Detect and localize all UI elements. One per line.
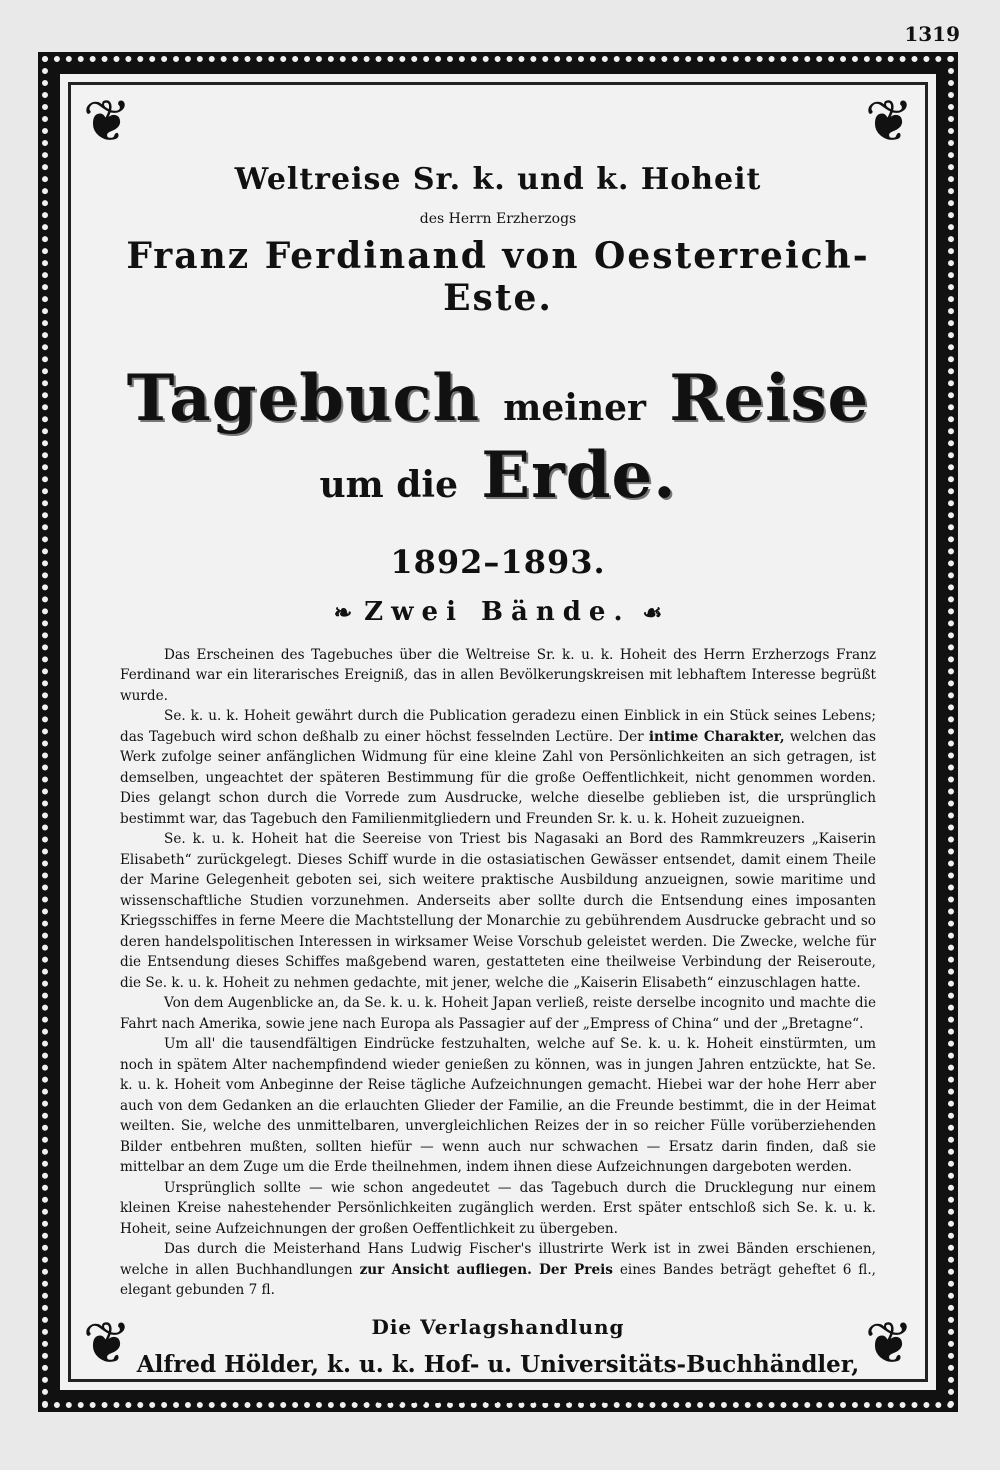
ornament-corner-icon: ❦: [82, 1309, 132, 1377]
paragraph: [120, 706, 876, 829]
volumes-line: [120, 597, 876, 627]
paragraph: [120, 1178, 876, 1240]
paragraph: [120, 645, 876, 707]
ornament-corner-icon: ❦: [82, 87, 132, 155]
body-text: [120, 645, 876, 1301]
paragraph-text: Von dem Augenblicke an, da Se. k. u. k. Hoheit Japan verließ, reiste derselbe incognito und machte die Fahrt nach Amerika, sowie jene nach Europa als Passagier auf der „Empress of China“ und der „Bretagne“.: [120, 995, 876, 1032]
address: Wien, I., Rothenthurmstraße 15.: [351, 1387, 645, 1407]
paragraph-text: Das durch die Meisterhand Hans Ludwig Fischer's illustrirte Werk ist in zwei Bänden erschienen, welche in allen Buchhandlungen: [120, 1241, 876, 1278]
paragraph: [120, 829, 876, 993]
paragraph-text: Um all' die tausendfältigen Eindrücke festzuhalten, welche auf Se. k. u. k. Hoheit einstürmten, um noch in spätem Alter nachempfindend wieder genießen zu können, was in jungen Jahren entzückte, hat Se. k. u. k. Hoheit vom Anbeginne der Reise tägliche Aufzeichnungen gemacht. Hiebei war der hohe Herr aber auch von dem Gedanken an die erlauchten Glieder der Familie, an die Freunde bestimmt, die in der Heimat weilten. Sie, welche des unmittelbaren, unvergleichlichen Reizes der in so reicher Fülle vorüberziehenden Bilder entbehren mußten, sollten hiefür — wenn auch nur schwachen — Ersatz darin finden, daß sie mittelbar an dem Zuge um die Erde theilnehmen, indem ihnen diese Aufzeichnungen dargeboten werden.: [120, 1036, 876, 1176]
header-line-3: Franz Ferdinand von Oesterreich-Este.: [126, 235, 870, 319]
advertisement-content: [120, 144, 877, 1407]
firm-name: Alfred Hölder, k. u. k. Hof- u. Universitäts-Buchhändler,: [136, 1350, 860, 1378]
paragraph-text: Se. k. u. k. Hoheit hat die Seereise von Triest bis Nagasaki an Bord des Rammkreuzers „Kaiserin Elisabeth“ zurückgelegt. Dieses Schiff wurde in die ostasiatischen Gewässer entsendet, damit einem Theile der Marine Gelegenheit geboten sei, sich weitere praktische Ausbildung anzueignen, sowie maritime und wissenschaftliche Studien vorzunehmen. Anderseits aber sollte durch die Entsendung eines imposanten Kriegsschiffes in ferne Meere die Machtstellung der Monarchie zu gebührendem Ausdrucke gebracht und so deren handelspolitischen Interessen in wirksamer Weise Vorschub geleistet werden. Die Zwecke, welche für die Entsendung dieses Schiffes maßgebend waren, gestatteten eine theilweise Verbindung der Reiseroute, die Se. k. u. k. Hoheit zu nehmen gedachte, mit jener, welche die „Kaiserin Elisabeth“ einzuschlagen hatte.: [120, 831, 876, 991]
paragraph-text: Das Erscheinen des Tagebuches über die Weltreise Sr. k. u. k. Hoheit des Herrn Erzherzogs Franz Ferdinand war ein literarisches Ereigniß, das in allen Bevölkerungskreisen mit lebhaftem Interesse begrüßt wurde.: [120, 646, 876, 704]
title-word: Tagebuch: [126, 361, 480, 436]
paragraph-text: welchen das Werk zufolge seiner anfänglichen Widmung für eine kleine Zahl von Persönlichkeiten an sich getragen, ist demselben, ungeachtet der späteren Bestimmung für die große Oeffentlichkeit, nicht genommen worden. Dies gelangt schon durch die Vorrede zum Ausdrucke, welche dieselbe geblieben ist, die ursprünglich bestimmt war, das Tagebuch den Familienmitgliedern und Freunden Sr. k. u. k. Hoheit zuzueignen.: [120, 728, 876, 827]
ornamental-border: [38, 52, 958, 1412]
ornament-corner-icon: ❦: [864, 87, 914, 155]
book-title: [120, 361, 876, 515]
volumes-label: Zwei Bände.: [364, 596, 631, 627]
years: 1892–1893.: [390, 542, 606, 581]
title-word: Erde.: [481, 437, 677, 513]
emphasis-text: zur Ansicht aufliegen. Der Preis: [359, 1261, 613, 1278]
paragraph: [120, 1034, 876, 1178]
paragraph: [120, 993, 876, 1034]
paragraph-text: Se. k. u. k. Hoheit gewährt durch die Publication geradezu einen Einblick in ein Stück seines Lebens; das Tagebuch wird schon deßhalb zu einer höchst fesselnden Lectüre. Der: [120, 708, 876, 745]
paragraph: [120, 1239, 876, 1301]
leaf-ornament-icon: ❧: [333, 599, 353, 626]
page-number: 1319: [904, 22, 960, 46]
title-word: Reise: [669, 361, 870, 436]
emphasis-text: intime Charakter,: [648, 728, 785, 745]
header-line-2: des Herrn Erzherzogs: [419, 211, 577, 227]
paragraph-text: eines Bandes beträgt geheftet 6 fl., elegant gebunden 7 fl.: [120, 1261, 877, 1299]
ornament-corner-icon: ❦: [864, 1309, 914, 1377]
leaf-ornament-icon: ☙: [642, 599, 663, 626]
header-line-1: Weltreise Sr. k. und k. Hoheit: [234, 162, 762, 197]
publisher-line: Die Verlagshandlung: [371, 1314, 625, 1339]
paragraph-text: Ursprünglich sollte — wie schon angedeutet — das Tagebuch durch die Drucklegung nur einem kleinen Kreise nahestehender Persönlichkeiten zugänglich werden. Erst später entschloß sich Se. k. u. k. Hoheit, seine Aufzeichnungen der großen Oeffentlichkeit zu übergeben.: [120, 1179, 876, 1237]
title-word: um die: [319, 463, 459, 506]
title-word: meiner: [503, 387, 646, 429]
